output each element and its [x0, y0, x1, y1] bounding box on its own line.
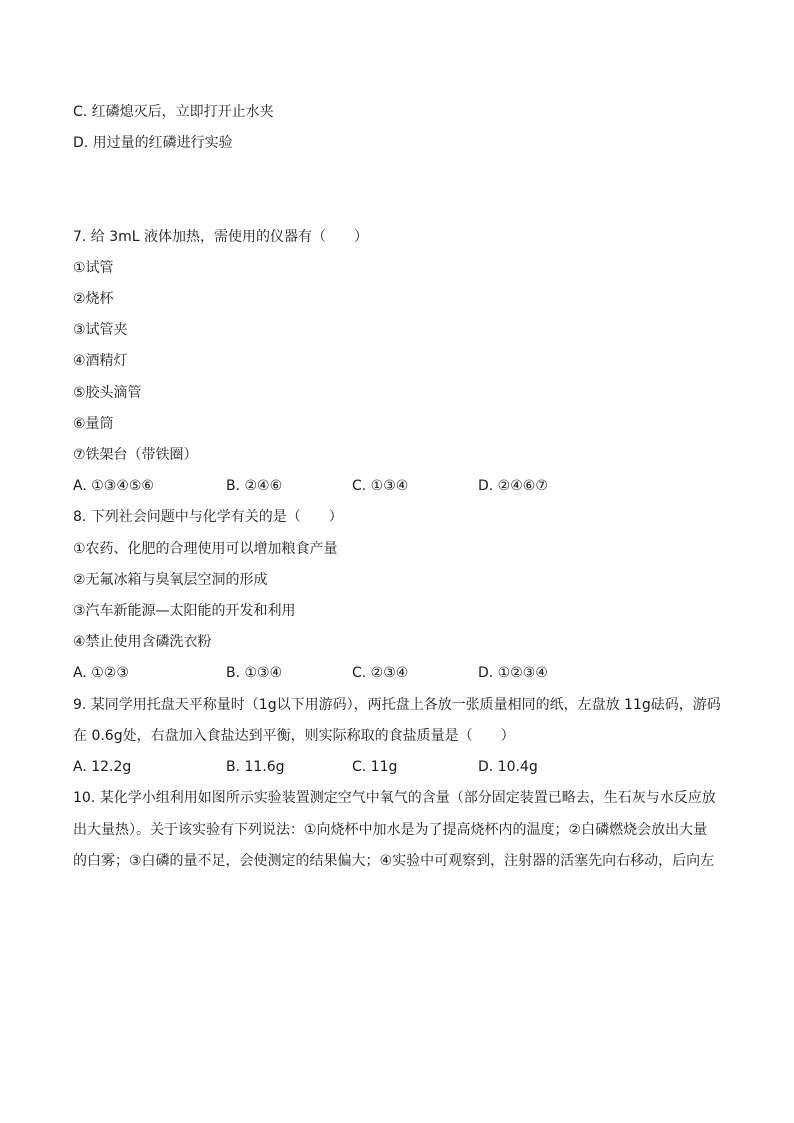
q7-option-a: A. ①③④⑤⑥: [73, 478, 154, 494]
q8-item-4: ④禁止使用含磷洗衣粉: [73, 634, 212, 650]
q7-item-3: ③试管夹: [73, 322, 128, 338]
q8-stem: 8. 下列社会问题中与化学有关的是（ ）: [73, 509, 343, 525]
q8-option-b: B. ①③④: [226, 665, 283, 681]
q9-option-c: C. 11g: [352, 759, 398, 775]
q9-option-b: B. 11.6g: [226, 759, 285, 775]
q7-item-2: ②烧杯: [73, 291, 114, 307]
q10-line-1: 10. 某化学小组利用如图所示实验装置测定空气中氧气的含量（部分固定装置已略去，生石灰与水反应放: [73, 790, 716, 806]
q7-option-b: B. ②④⑥: [226, 478, 283, 494]
q9-option-a: A. 12.2g: [73, 759, 132, 775]
prev-option-c: C. 红磷熄灭后，立即打开止水夹: [73, 104, 274, 120]
q9-stem-line-1: 9. 某同学用托盘天平称量时（1g以下用游码），两托盘上各放一张质量相同的纸，左盘放 11g砝码，游码: [73, 697, 721, 713]
q7-option-d: D. ②④⑥⑦: [478, 478, 548, 494]
q10-line-3: 的白雾；③白磷的量不足，会使测定的结果偏大；④实验中可观察到，注射器的活塞先向右移动，后向左: [73, 853, 715, 869]
q9-option-d: D. 10.4g: [478, 759, 538, 775]
q7-item-6: ⑥量筒: [73, 416, 114, 432]
q8-option-c: C. ②③④: [352, 665, 409, 681]
q8-option-d: D. ①②③④: [478, 665, 548, 681]
prev-option-d: D. 用过量的红磷进行实验: [73, 135, 233, 151]
q8-option-a: A. ①②③: [73, 665, 129, 681]
q10-line-2: 出大量热）。关于该实验有下列说法：①向烧杯中加水是为了提高烧杯内的温度；②白磷燃烧会放出大量: [73, 822, 708, 838]
q7-item-4: ④酒精灯: [73, 353, 128, 369]
q7-stem: 7. 给 3mL 液体加热，需使用的仪器有（ ）: [73, 229, 369, 245]
q7-item-7: ⑦铁架台（带铁圈）: [73, 447, 198, 463]
q7-option-c: C. ①③④: [352, 478, 409, 494]
q8-item-1: ①农药、化肥的合理使用可以增加粮食产量: [73, 541, 338, 557]
q7-item-1: ①试管: [73, 260, 114, 276]
q8-item-3: ③汽车新能源—太阳能的开发和利用: [73, 603, 296, 619]
q8-item-2: ②无氟冰箱与臭氧层空洞的形成: [73, 572, 268, 588]
q9-stem-line-2: 在 0.6g处，右盘加入食盐达到平衡，则实际称取的食盐质量是（ ）: [73, 728, 515, 744]
q7-item-5: ⑤胶头滴管: [73, 385, 142, 401]
